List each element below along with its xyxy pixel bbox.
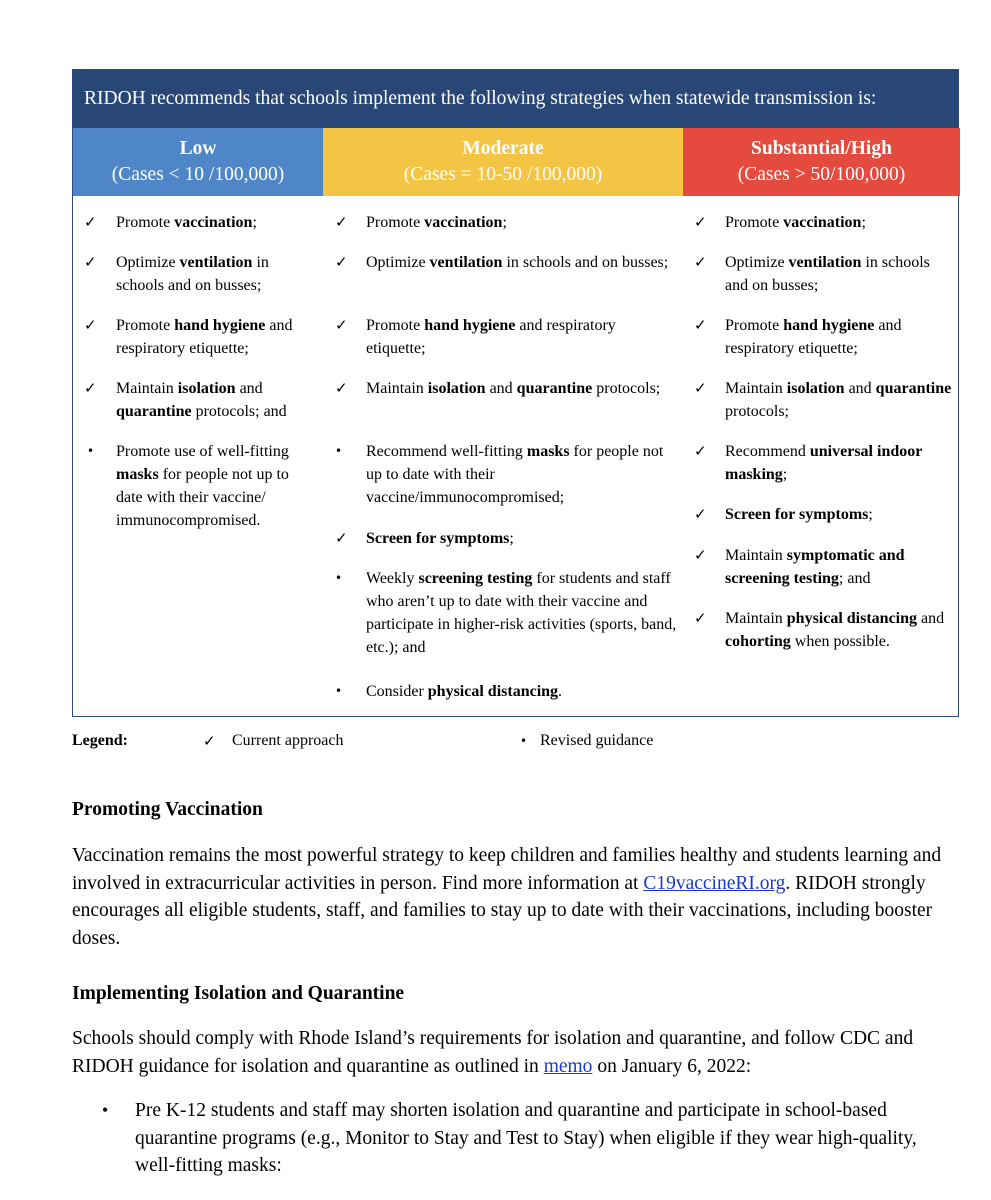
check-icon: ✓ bbox=[694, 442, 707, 460]
list-item: ✓ Maintain symptomatic and screening testing; and bbox=[694, 546, 905, 587]
check-icon: ✓ bbox=[335, 316, 348, 334]
isolation-paragraph: Schools should comply with Rhode Island’s requirements for isolation and quarantine, and follow CDC and RIDOH guidance for isolation and quarantine as outlined in memo on January 6, 2022: bbox=[72, 1028, 914, 1077]
list-item: ✓ Promote vaccination; bbox=[73, 211, 323, 234]
list-item bbox=[72, 1097, 952, 1180]
section-heading-isolation: Implementing Isolation and Quarantine bbox=[72, 983, 405, 1004]
list-item: ✓ Optimize ventilation in schools and on busses; bbox=[323, 251, 683, 274]
check-icon: ✓ bbox=[203, 732, 216, 750]
level-range: (Cases = 10-50 /100,000) bbox=[403, 164, 603, 185]
check-icon: ✓ bbox=[694, 379, 707, 397]
legend-current: Current approach bbox=[232, 732, 344, 749]
list-item: ✓ Optimize ventilation in schools and on busses; bbox=[694, 253, 930, 294]
bullet-icon: • bbox=[520, 734, 528, 748]
list-item: ✓ Maintain physical distancing and cohorting when possible. bbox=[694, 609, 945, 650]
legend-revised: Revised guidance bbox=[540, 732, 654, 749]
level-moderate-header bbox=[323, 128, 683, 196]
check-icon: ✓ bbox=[694, 253, 707, 271]
list-item: ✓ Promote hand hygiene and respiratory etiquette; bbox=[694, 316, 902, 357]
list-item: ✓ Promote hand hygiene and respiratory etiquette; bbox=[84, 316, 293, 357]
check-icon: ✓ bbox=[84, 316, 97, 334]
check-icon: ✓ bbox=[694, 609, 707, 627]
bullet-text: Pre K-12 students and staff may shorten isolation and quarantine and participate in school-based quarantine programs (e.g., Monitor to Stay and Test to Stay) when eligible if they wear high-quality, well-fitting masks: bbox=[135, 1100, 917, 1176]
vaccination-paragraph: Vaccination remains the most powerful strategy to keep children and families healthy and students learning and involved in extracurricular activities in person. Find more information at C19vaccineRI.org. RIDOH strongly encourages all eligible students, staff, and families to stay up to date with their vaccinations, including booster doses. bbox=[72, 845, 942, 949]
list-item: • Consider physical distancing. bbox=[323, 680, 683, 703]
check-icon: ✓ bbox=[84, 253, 97, 271]
check-icon: ✓ bbox=[84, 379, 97, 397]
level-range: (Cases > 50/100,000) bbox=[737, 164, 906, 185]
list-item: • Recommend well-fitting masks for people not up to date with their vaccine/immunocompromised; bbox=[323, 440, 683, 509]
level-name: Moderate bbox=[462, 138, 544, 159]
list-item: • Weekly screening testing for students and staff who aren’t up to date with their vaccine and participate in higher-risk activities (sports, band, etc.); and bbox=[323, 567, 683, 659]
bullet-icon: • bbox=[87, 444, 95, 458]
list-item: ✓ Optimize ventilation in schools and on busses; bbox=[84, 253, 269, 294]
check-icon: ✓ bbox=[694, 505, 707, 523]
check-icon: ✓ bbox=[335, 213, 348, 231]
level-high-header bbox=[683, 128, 960, 196]
table-header: RIDOH recommends that schools implement the following strategies when statewide transmission is: bbox=[73, 70, 958, 128]
check-icon: ✓ bbox=[694, 546, 707, 564]
list-item: ✓ Maintain isolation and quarantine protocols; and bbox=[84, 379, 287, 420]
strategy-table bbox=[72, 69, 959, 717]
list-item: • Promote use of well-fitting masks for people not up to date with their vaccine/ immunocompromised. bbox=[73, 440, 323, 532]
check-icon: ✓ bbox=[694, 213, 707, 231]
check-icon: ✓ bbox=[335, 379, 348, 397]
level-low-header bbox=[73, 128, 323, 196]
check-icon: ✓ bbox=[694, 316, 707, 334]
list-item: ✓ Screen for symptoms; bbox=[323, 527, 683, 550]
list-item: ✓ Recommend universal indoor masking; bbox=[694, 442, 923, 483]
check-icon: ✓ bbox=[84, 213, 97, 231]
memo-link[interactable]: memo bbox=[543, 1055, 593, 1077]
level-range: (Cases < 10 /100,000) bbox=[111, 164, 285, 185]
level-name: Substantial/High bbox=[751, 138, 892, 159]
section-heading-vaccination: Promoting Vaccination bbox=[72, 799, 263, 820]
list-item: ✓ Promote hand hygiene and respiratory etiquette; bbox=[335, 316, 616, 357]
list-item: ✓ Maintain isolation and quarantine protocols; bbox=[694, 379, 952, 420]
bullet-icon: • bbox=[335, 571, 343, 585]
list-item: ✓ Promote vaccination; bbox=[323, 211, 683, 234]
list-item: ✓ Promote vaccination; bbox=[683, 211, 960, 234]
bullet-icon: • bbox=[335, 444, 343, 458]
check-icon: ✓ bbox=[335, 529, 348, 547]
c19vaccineri-link[interactable]: C19vaccineRI.org bbox=[643, 872, 786, 894]
level-name: Low bbox=[179, 138, 217, 159]
bullet-icon: • bbox=[335, 684, 343, 698]
legend-label: Legend: bbox=[72, 732, 128, 749]
list-item: ✓ Screen for symptoms; bbox=[683, 503, 960, 526]
check-icon: ✓ bbox=[335, 253, 348, 271]
list-item: ✓ Maintain isolation and quarantine protocols; bbox=[323, 377, 683, 400]
bullet-icon: • bbox=[102, 1100, 109, 1120]
